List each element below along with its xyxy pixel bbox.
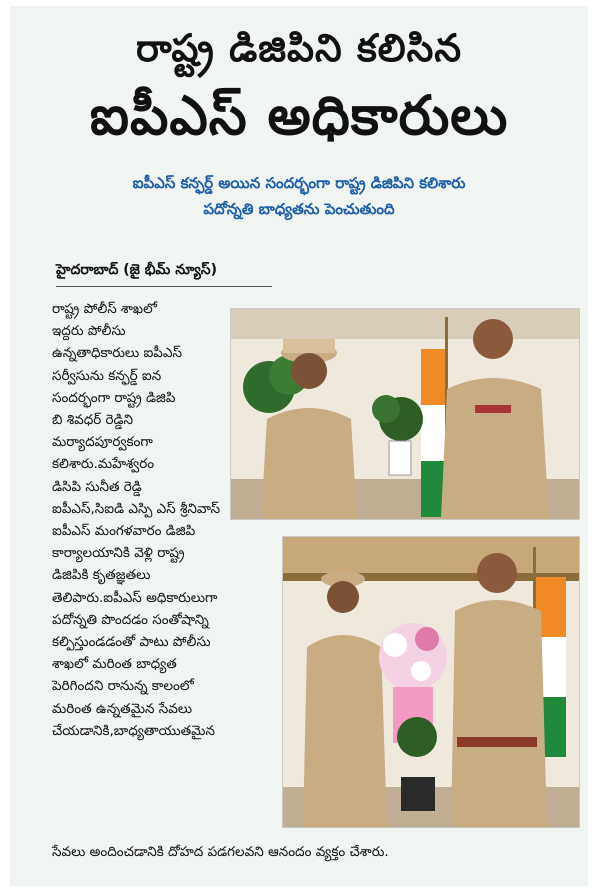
headline-line-2: ఐపీఎస్ అధికారులు — [89, 84, 509, 147]
body-line: కల్పిస్తుండడంతో పాటు పోలీసు — [52, 634, 211, 651]
photo-officer-meeting-dgp — [230, 308, 580, 520]
body-line: పెరిగిందని రానున్న కాలంలో — [52, 678, 194, 695]
headline-line-1: రాష్ట్ర డిజిపిని కలిసిన — [135, 26, 462, 70]
dateline-rule — [56, 286, 272, 287]
body-line: మర్యాదపూర్వకంగా — [52, 434, 153, 451]
body-line: సందర్భంగా రాష్ట్ర డిజిపి — [52, 389, 176, 406]
body-line: సర్వీసును కన్ఫర్డ్ ఐన — [52, 367, 162, 384]
body-line: కార్యాలయానికి వెళ్లి రాష్ట్ర — [52, 545, 185, 562]
body-line: ఐపీఎస్ మంగళవారం డిజిపి — [52, 523, 196, 540]
closing-line: సేవలు అందించడానికి దోహద పడగలవని ఆనందం వ్యక్తం చేశారు. — [52, 844, 389, 860]
body-line: మరింత ఉన్నతమైన సేవలు — [52, 700, 193, 717]
body-line: శాఖలో మరింత బాధ్యత — [52, 656, 177, 673]
body-line: ఇద్దరు పోలీసు — [52, 323, 126, 340]
photo-bouquet-presentation — [282, 536, 580, 828]
body-line: రాష్ట్ర పోలీస్ శాఖలో — [52, 301, 158, 317]
body-line: తెలిపారు.ఐపీఎస్ అధికారులుగా — [52, 589, 218, 606]
subheadline-line-1: ఐపీఎస్ కన్ఫర్డ్ అయిన సందర్భంగా రాష్ట్ర డిజిపిని కలిశారు — [132, 174, 466, 192]
body-line: బి శివధర్ రెడ్డిని — [52, 412, 134, 429]
body-line: డిజిపికి కృతజ్ఞతలు — [52, 567, 151, 584]
body-line: చేయడానికి,బాధ్యతాయుతమైన — [52, 722, 215, 739]
dateline: హైదరాబాద్ (జై భీమ్ న్యూస్) — [56, 262, 218, 278]
body-line: పదోన్నతి పొందడం సంతోషాన్ని — [52, 611, 209, 628]
body-line: కలిశారు.మహేశ్వరం — [52, 456, 155, 473]
body-line: ఐపీఎస్,సిఐడి ఎస్పి ఎస్ శ్రీనివాస్ — [52, 500, 221, 517]
body-line: డిసిపి సునీత రెడ్డి — [52, 478, 142, 495]
body-line: ఉన్నతాధికారులు ఐపీఎస్ — [52, 345, 182, 362]
subheadline-line-2: పదోన్నతి బాధ్యతను పెంచుతుంది — [203, 200, 395, 218]
